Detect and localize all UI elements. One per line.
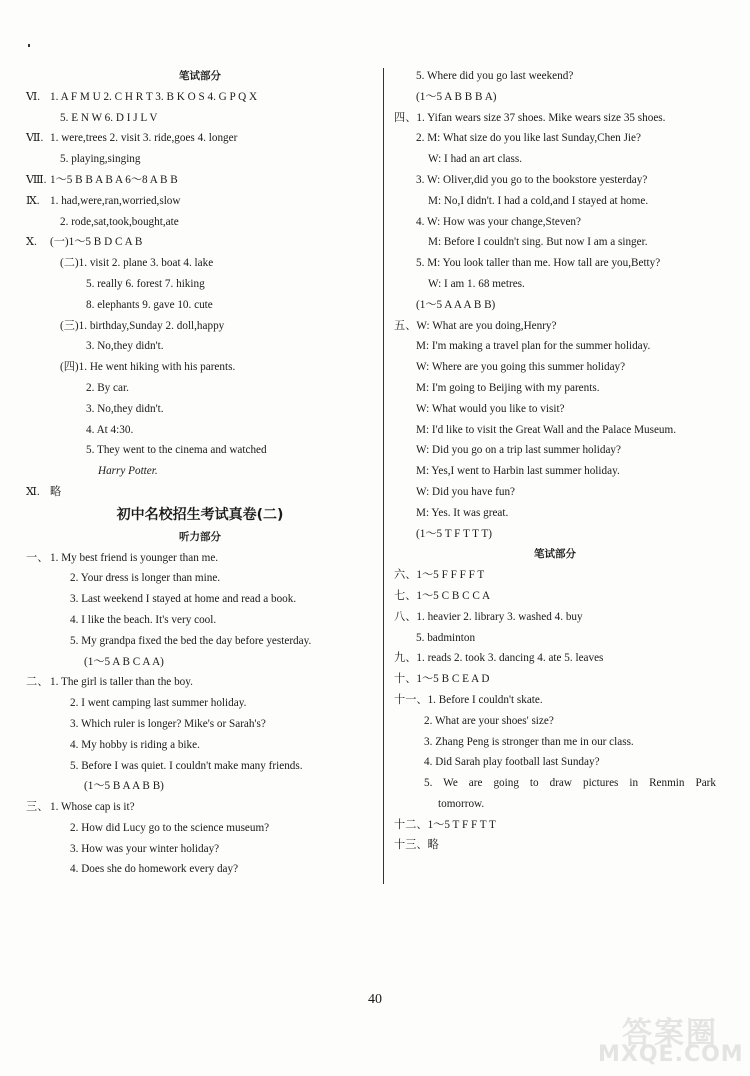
answer-text: 4. My hobby is riding a bike. <box>70 738 200 751</box>
answer-line <box>394 711 716 732</box>
answer-text: 1. had,were,ran,worried,slow <box>50 194 181 207</box>
answer-text: Harry Potter. <box>98 465 158 478</box>
answer-text: 5. They went to the cinema and watched <box>86 444 267 457</box>
answer-text: (一)1～5 B D C A B <box>50 236 143 249</box>
answer-line <box>26 839 374 860</box>
answer-line <box>394 149 716 170</box>
answer-text: M: No,I didn't. I had a cold,and I stayed at home. <box>428 194 649 207</box>
question-number: 十二、 <box>394 818 428 831</box>
answer-text: 1. were,trees 2. visit 3. ride,goes 4. longer <box>50 132 238 145</box>
answer-text: 1. Before I couldn't skate. <box>427 693 543 706</box>
answer-line <box>26 461 374 482</box>
answer-text: 5. badminton <box>416 631 476 644</box>
section-heading: 笔试部分 <box>534 548 576 561</box>
answer-line <box>26 87 374 108</box>
answer-line <box>26 693 374 714</box>
answer-line <box>394 586 716 607</box>
answer-text: M: Yes. It was great. <box>416 506 509 519</box>
question-number: 二、 <box>26 676 49 689</box>
answer-line <box>394 503 716 524</box>
answer-text: 2. By car. <box>86 381 129 394</box>
answer-line <box>394 316 716 337</box>
answer-text: 1. The girl is taller than the boy. <box>50 676 193 689</box>
question-number: 九、 <box>394 652 417 665</box>
answer-line <box>394 357 716 378</box>
column-divider <box>383 68 384 884</box>
answer-line <box>26 735 374 756</box>
answer-line <box>394 212 716 233</box>
answer-line <box>26 652 374 673</box>
answer-text: 1. reads 2. took 3. dancing 4. ate 5. leaves <box>416 652 604 665</box>
answer-line <box>26 212 374 233</box>
answer-line <box>26 548 374 569</box>
answer-text: 3. No,they didn't. <box>86 402 164 415</box>
question-number: 十一、 <box>394 693 428 706</box>
question-number: Ⅶ. <box>26 132 44 145</box>
answer-line <box>26 610 374 631</box>
answer-line <box>394 752 716 773</box>
answer-text: 5. Where did you go last weekend? <box>416 70 574 82</box>
answer-line <box>26 336 374 357</box>
answer-line <box>26 589 374 610</box>
answer-text: 1. Whose cap is it? <box>50 801 135 814</box>
answer-text: (二)1. visit 2. plane 3. boat 4. lake <box>60 257 214 270</box>
answer-text: (1～5 T F T T T) <box>416 527 492 540</box>
answer-line <box>26 797 374 818</box>
section-heading: 听力部分 <box>179 530 221 543</box>
answer-text: (三)1. birthday,Sunday 2. doll,happy <box>60 319 225 332</box>
answer-line <box>394 835 716 856</box>
answer-line <box>26 108 374 129</box>
question-number: Ⅵ. <box>26 90 41 103</box>
answer-text: 略 <box>50 485 62 498</box>
answer-text: 3. W: Oliver,did you go to the bookstore yesterday? <box>416 173 648 186</box>
scan-speck <box>28 44 30 47</box>
answer-line <box>394 565 716 586</box>
answer-line <box>26 128 374 149</box>
question-number: 一、 <box>26 551 49 564</box>
answer-line <box>394 482 716 503</box>
answer-line <box>26 149 374 170</box>
answer-line <box>26 274 374 295</box>
question-number: 五、 <box>394 319 417 332</box>
answer-text: W: What are you doing,Henry? <box>416 319 557 332</box>
answer-line <box>26 631 374 652</box>
answer-line <box>394 128 716 149</box>
answer-text: 2. M: What size do you like last Sunday,Chen Jie? <box>416 132 641 145</box>
answer-text: 1～5 B C E A D <box>416 673 490 686</box>
answer-line <box>26 253 374 274</box>
answer-text: (1～5 B A A B B) <box>84 780 164 793</box>
answer-line <box>26 170 374 191</box>
answer-text: M: Yes,I went to Harbin last summer holiday. <box>416 465 620 478</box>
question-number: 六、 <box>394 569 417 582</box>
answer-line <box>394 253 716 274</box>
answer-text: 3. Last weekend I stayed at home and read a book. <box>70 593 297 606</box>
answer-text: 1. A F M U 2. C H R T 3. B K O S 4. G P Q X <box>50 90 258 103</box>
answer-line <box>394 170 716 191</box>
answer-text: 2. rode,sat,took,bought,ate <box>60 215 179 228</box>
answer-line <box>394 648 716 669</box>
answer-line <box>26 191 374 212</box>
answer-line <box>394 232 716 253</box>
answer-line <box>394 66 716 87</box>
question-number: Ⅷ. <box>26 173 47 186</box>
answer-line <box>394 461 716 482</box>
answer-text: M: I'm making a travel plan for the summer holiday. <box>416 340 651 353</box>
question-number: 十、 <box>394 673 417 686</box>
exam-title: 初中名校招生考试真卷(二) <box>116 506 284 523</box>
answer-line <box>394 87 716 108</box>
watermark-url: MXQE.COM <box>598 1042 744 1067</box>
answer-text: 3. Zhang Peng is stronger than me in our class. <box>424 735 634 748</box>
answer-line <box>26 295 374 316</box>
answer-text: 1. heavier 2. library 3. washed 4. buy <box>416 610 583 623</box>
right-column <box>394 66 716 856</box>
answer-text: 4. I like the beach. It's very cool. <box>70 613 217 626</box>
answer-line <box>26 440 374 461</box>
answer-text: W: Did you have fun? <box>416 485 515 498</box>
answer-line <box>394 378 716 399</box>
answer-text: 4. W: How was your change,Steven? <box>416 215 581 228</box>
answer-text: W: Did you go on a trip last summer holiday? <box>416 444 621 457</box>
left-column <box>26 66 374 880</box>
answer-text: 4. Did Sarah play football last Sunday? <box>424 756 600 769</box>
question-number: 八、 <box>394 610 417 623</box>
answer-line <box>26 378 374 399</box>
answer-line <box>26 818 374 839</box>
answer-line <box>394 295 716 316</box>
answer-text: 1. My best friend is younger than me. <box>50 551 219 564</box>
answer-text: M: I'm going to Beijing with my parents. <box>416 381 600 394</box>
answer-line <box>394 440 716 461</box>
answer-text: 5. Before I was quiet. I couldn't make many friends. <box>70 759 303 772</box>
answer-text: 3. How was your winter holiday? <box>70 842 220 855</box>
answer-text: (1～5 A A A B B) <box>416 298 496 311</box>
answer-line <box>394 336 716 357</box>
answer-text: 8. elephants 9. gave 10. cute <box>86 298 213 311</box>
answer-line <box>394 108 716 129</box>
answer-text: 2. What are your shoes' size? <box>424 714 554 727</box>
question-number: Ⅸ. <box>26 194 40 207</box>
answer-text: 5. playing,singing <box>60 153 141 166</box>
answer-line <box>26 714 374 735</box>
answer-text: 1～5 T F F T T <box>427 818 496 831</box>
answer-text: 5. really 6. forest 7. hiking <box>86 277 205 290</box>
question-number: Ⅹ. <box>26 236 37 249</box>
answer-text: 略 <box>427 839 439 852</box>
answer-text: 1～5 B B A B A 6～8 A B B <box>50 173 178 186</box>
answer-line <box>394 669 716 690</box>
answer-line <box>26 756 374 777</box>
answer-line <box>26 672 374 693</box>
answer-text: M: I'd like to visit the Great Wall and the Palace Museum. <box>416 423 677 436</box>
answer-text: (1～5 A B B B A) <box>416 90 497 103</box>
answer-line <box>394 628 716 649</box>
answer-line <box>394 399 716 420</box>
answer-line <box>26 859 374 880</box>
answer-text: 2. How did Lucy go to the science museum? <box>70 821 270 834</box>
answer-line <box>26 357 374 378</box>
answer-line <box>26 316 374 337</box>
answer-text: (1～5 A B C A A) <box>84 655 164 668</box>
answer-text: 4. Does she do homework every day? <box>70 863 239 876</box>
answer-text: 5. M: You look taller than me. How tall are you,Betty? <box>416 257 661 270</box>
answer-line <box>26 420 374 441</box>
answer-text: W: I am 1. 68 metres. <box>428 277 525 290</box>
answer-line <box>394 794 716 815</box>
answer-line <box>394 690 716 711</box>
answer-text: 1. Yifan wears size 37 shoes. Mike wears size 35 shoes. <box>416 111 666 124</box>
answer-text: 1～5 F F F F T <box>416 569 485 582</box>
answer-text: 2. I went camping last summer holiday. <box>70 697 247 710</box>
answer-text: 2. Your dress is longer than mine. <box>70 572 221 585</box>
answer-text: 5. My grandpa fixed the bed the day before yesterday. <box>70 634 312 647</box>
answer-line <box>26 482 374 503</box>
answer-line <box>394 607 716 628</box>
answer-line <box>394 815 716 836</box>
answer-text: 1～5 C B C C A <box>416 589 491 602</box>
answer-line <box>26 776 374 797</box>
answer-text: 5. We are going to draw pictures in Renmin Park <box>424 777 716 790</box>
answer-line <box>394 274 716 295</box>
section-heading: 笔试部分 <box>179 70 221 82</box>
question-number: 十三、 <box>394 839 428 852</box>
answer-text: W: What would you like to visit? <box>416 402 565 415</box>
question-number: 七、 <box>394 589 417 602</box>
watermark-text: 答案圈 <box>622 1016 718 1051</box>
answer-line <box>394 191 716 212</box>
answer-text: 3. Which ruler is longer? Mike's or Sarah's? <box>70 717 266 730</box>
answer-line <box>26 399 374 420</box>
answer-text: W: I had an art class. <box>428 153 523 166</box>
answer-text: 3. No,they didn't. <box>86 340 164 353</box>
answer-line <box>394 732 716 753</box>
page-number: 40 <box>368 992 382 1007</box>
answer-text: W: Where are you going this summer holiday? <box>416 361 626 374</box>
question-number: Ⅺ. <box>26 485 40 498</box>
answer-text: tomorrow. <box>438 797 485 810</box>
answer-text: (四)1. He went hiking with his parents. <box>60 361 236 374</box>
answer-text: 5. E N W 6. D I J L V <box>60 111 158 124</box>
question-number: 三、 <box>26 801 49 814</box>
answer-line <box>394 773 716 794</box>
answer-line <box>26 232 374 253</box>
answer-text: 4. At 4:30. <box>86 423 134 436</box>
answer-line <box>26 568 374 589</box>
answer-line <box>394 524 716 545</box>
answer-text: M: Before I couldn't sing. But now I am a singer. <box>428 236 648 249</box>
question-number: 四、 <box>394 111 417 124</box>
answer-line <box>394 420 716 441</box>
watermark-logo <box>592 1008 742 1070</box>
